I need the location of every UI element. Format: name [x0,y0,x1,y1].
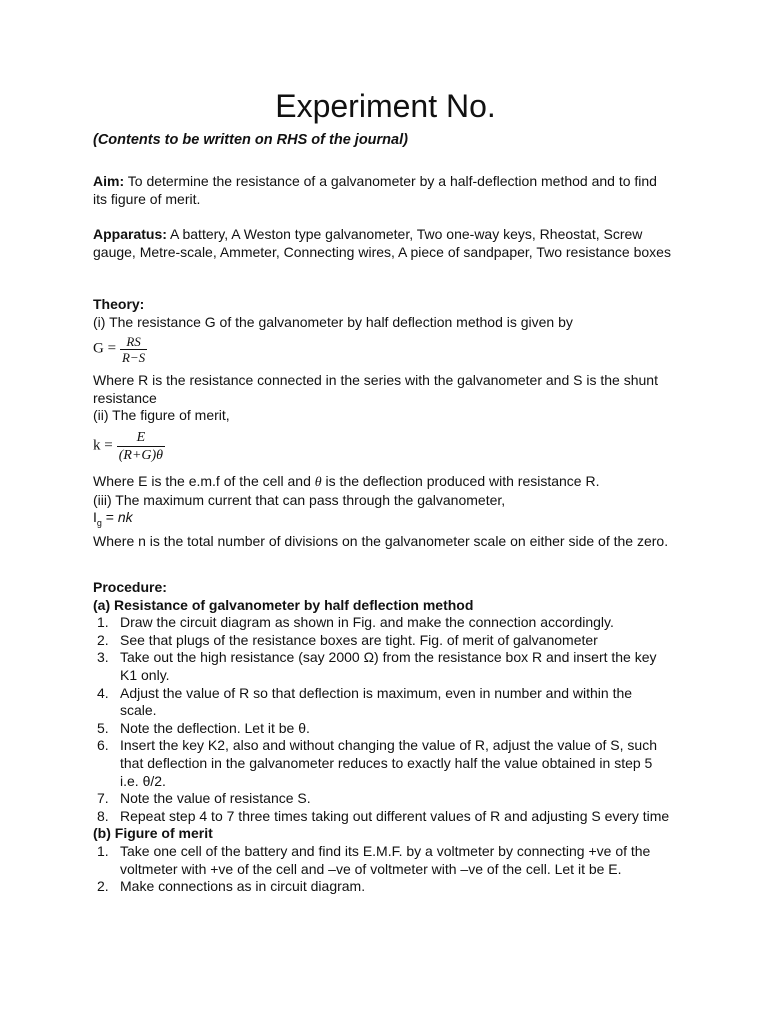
aim-label: Aim: [93,173,125,189]
equation-lhs: G = [93,340,117,357]
theory-line-2: Where R is the resistance connected in the series with the galvanometer and S is the shunt resistance [93,372,658,406]
step-text: Note the value of resistance S. [120,790,311,807]
fraction-denominator: R−S [121,350,146,366]
equation-fraction [120,334,147,365]
page-title: Experiment No. [275,88,496,124]
fraction-numerator: E [117,429,166,447]
step-text: Make connections as in circuit diagram. [120,878,366,895]
step-text: Take one cell of the battery and find its E.M.F. by a voltmeter by connecting +ve of the voltmeter with +ve of the cell and –ve of voltmeter with –ve of the cell. Let it be E. [120,842,651,877]
theory-line-5: (iii) The maximum current that can pass through the galvanometer, [93,491,506,508]
apparatus-section [93,226,671,261]
list-item: 4. Adjust the value of R so that deflection is maximum, even in number and within the scale. [97,684,633,719]
list-item: 6. Insert the key K2, also and without changing the value of R, adjust the value of S, such that deflection in the galvanometer reduces to exactly half the value obtained in step 5 i.e. θ/2. [97,737,657,789]
procedure-section [93,579,671,896]
list-item: 1. Take one cell of the battery and find its E.M.F. by a voltmeter by connecting +ve of the voltmeter with +ve of the cell and –ve of voltmeter with –ve of the cell. Let it be E. [97,842,651,877]
apparatus-label: Apparatus: [93,226,167,242]
equation-resistance [93,331,671,372]
list-item: 5. Note the deflection. Let it be θ. [97,719,310,736]
procedure-part-b-heading: (b) Figure of merit [93,825,213,842]
list-item: 2. See that plugs of the resistance boxes are tight. Fig. of merit of galvanometer [97,631,598,648]
theta-symbol: θ [314,474,322,490]
list-item: 8. Repeat step 4 to 7 three times taking out different values of R and adjusting S every time [97,807,670,824]
procedure-steps-b [93,843,671,896]
equation-figure-of-merit [93,425,671,473]
list-item: 2. Make connections as in circuit diagram. [97,878,366,895]
current-formula [93,509,671,532]
step-text: See that plugs of the resistance boxes are tight. Fig. of merit of galvanometer [120,631,598,648]
theory-line-1: (i) The resistance G of the galvanometer by half deflection method is given by [93,313,573,330]
theory-line-4 [93,473,671,492]
theory-line-6: Where n is the total number of divisions on the galvanometer scale on either side of the zero. [93,532,669,549]
equation-lhs: k = [93,437,113,454]
step-text: Repeat step 4 to 7 three times taking out different values of R and adjusting S every time [120,807,670,824]
list-item: 1. Draw the circuit diagram as shown in Fig. and make the connection accordingly. [97,614,614,631]
aim-section [93,173,671,208]
procedure-label: Procedure: [93,579,167,595]
equation-fraction [117,429,166,464]
aim-text: To determine the resistance of a galvanometer by a half-deflection method and to find its figure of merit. [93,173,657,207]
line-text: is the deflection produced with resistance R. [321,472,600,489]
theory-line-3: (ii) The figure of merit, [93,407,230,424]
current-value: nk [117,509,133,526]
procedure-steps-a [93,614,671,825]
list-item: 3. Take out the high resistance (say 2000 Ω) from the resistance box R and insert the key K1 only. [97,649,657,683]
current-subscript: g [96,517,102,528]
apparatus-text: A battery, A Weston type galvanometer, Two one-way keys, Rheostat, Screw gauge, Metre-scale, Ammeter, Connecting wires, A piece of sandpaper, Two resistance boxes [93,226,671,260]
step-text: Insert the key K2, also and without changing the value of R, adjust the value of S, such that deflection in the galvanometer reduces to exactly half the value obtained in step 5 i.e. θ/2. [120,737,657,789]
current-symbol: I [93,509,97,526]
step-text: Take out the high resistance (say 2000 Ω) from the resistance box R and insert the key K1 only. [120,649,657,683]
theory-section [93,296,671,550]
fraction-denominator: (R+G)θ [118,447,164,463]
fraction-numerator: RS [120,334,147,350]
step-text: Draw the circuit diagram as shown in Fig. and make the connection accordingly. [120,614,614,631]
list-item: 7. Note the value of resistance S. [97,790,311,807]
step-text: Note the deflection. Let it be θ. [120,719,310,736]
step-text: Adjust the value of R so that deflection is maximum, even in number and within the scale. [120,684,633,719]
page-subtitle: (Contents to be written on RHS of the journal) [93,132,408,148]
equals-sign: = [101,509,118,526]
procedure-part-a-heading: (a) Resistance of galvanometer by half deflection method [93,596,474,613]
theory-label: Theory: [93,296,145,312]
line-text: Where E is the e.m.f of the cell and [93,472,315,489]
